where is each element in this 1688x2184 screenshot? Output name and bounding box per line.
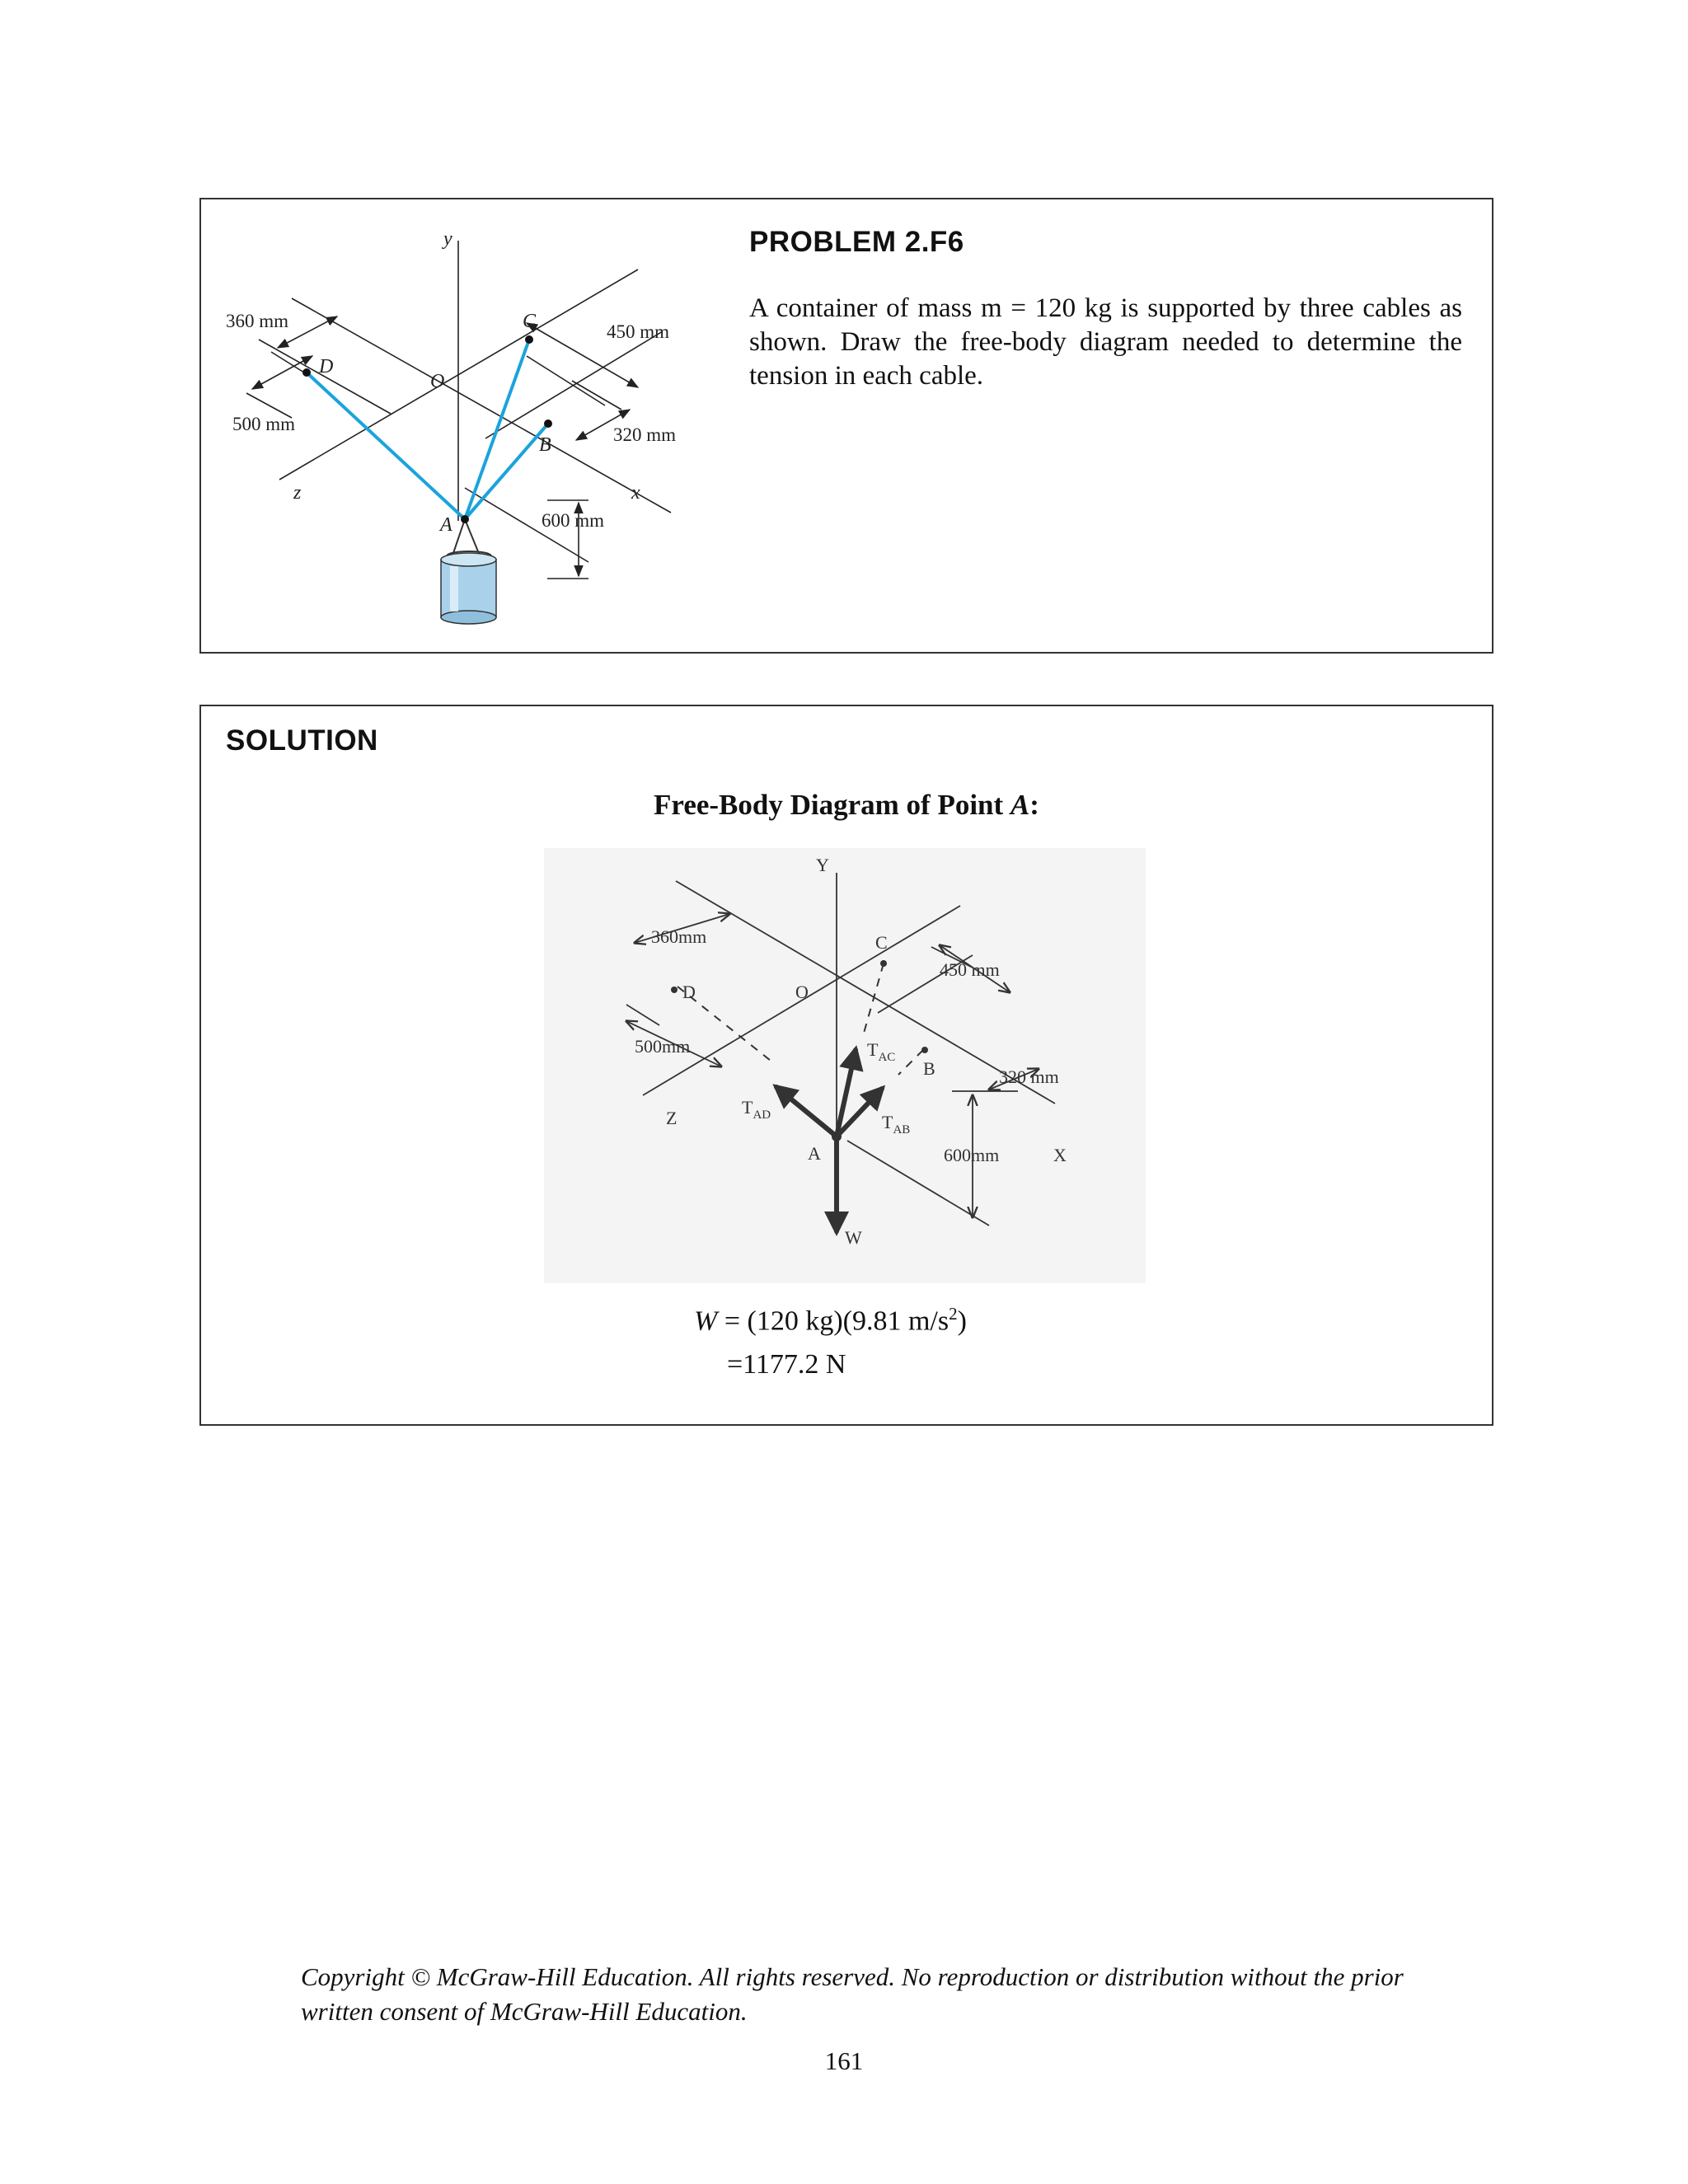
sketch-point-d <box>671 987 678 993</box>
free-body-diagram <box>544 848 1146 1283</box>
sketch-dim-320-label: 320 mm <box>999 1066 1059 1087</box>
fbd-caption-point: A <box>1010 789 1030 821</box>
copyright-notice: Copyright © McGraw-Hill Education. All rights reserved. No reproduction or distribution without the prior written consent of McGraw-Hill Education. <box>301 1962 1404 2026</box>
label-t-ad-t: T <box>742 1097 753 1118</box>
dim-360-label: 360 mm <box>226 311 289 331</box>
label-t-ab-t: T <box>882 1112 893 1132</box>
eq-line1-exp: 2 <box>949 1304 958 1324</box>
point-c <box>525 335 533 344</box>
sketch-label-a: A <box>808 1143 821 1164</box>
eq-line1-end: ) <box>957 1305 967 1337</box>
extension-line <box>527 356 605 405</box>
extension-line <box>572 381 621 410</box>
eq-line2: =1177.2 N <box>727 1349 846 1380</box>
cable-ad <box>307 373 465 519</box>
solution-title: SOLUTION <box>226 724 378 757</box>
sketch-label-y: Y <box>816 855 829 875</box>
sketch-label-b: B <box>923 1058 935 1079</box>
page-number: 161 <box>824 2046 864 2075</box>
label-c: C <box>523 311 537 332</box>
eq-lhs: W <box>694 1305 718 1337</box>
label-o: O <box>430 371 445 392</box>
problem-title: PROBLEM 2.F6 <box>749 226 964 258</box>
sketch-dim-500-label: 500mm <box>635 1036 691 1057</box>
solution-box <box>199 705 1493 1426</box>
label-t-ad-sub: AD <box>753 1108 771 1122</box>
sketch-dim-450-label: 450 mm <box>940 959 1000 980</box>
label-b: B <box>539 434 551 456</box>
sketch-point-a <box>832 1132 842 1141</box>
fbd-caption-prefix: Free-Body Diagram of Point <box>654 789 1004 821</box>
problem-statement: A container of mass m = 120 kg is supported by three cables as shown. Draw the free-body diagram needed to determine the tension in each cable. <box>749 293 1462 391</box>
sketch-point-b <box>921 1047 928 1053</box>
dim-450-label: 450 mm <box>607 321 670 342</box>
label-t-ac-sub: AC <box>878 1051 896 1064</box>
point-d <box>302 368 311 377</box>
cable-ab <box>465 424 548 519</box>
cable-ac <box>465 340 529 519</box>
label-t-ab-sub: AB <box>893 1123 911 1137</box>
dim-600-label: 600 mm <box>542 510 605 531</box>
problem-figure <box>201 199 712 655</box>
sketch-label-x: X <box>1053 1145 1067 1165</box>
label-t-ac-t: T <box>867 1039 879 1060</box>
point-b <box>544 419 552 428</box>
label-x: x <box>631 482 640 504</box>
fbd-caption-suffix: : <box>1029 789 1039 821</box>
sketch-label-c: C <box>875 932 888 953</box>
sketch-dim-360-label: 360mm <box>651 926 707 947</box>
sketch-label-z: Z <box>666 1108 678 1128</box>
dim-500-label: 500 mm <box>232 414 296 434</box>
eq-line1: = (120 kg)(9.81 m/s <box>724 1305 950 1337</box>
label-d: D <box>319 356 334 377</box>
point-a <box>461 515 469 523</box>
dim-320-label: 320 mm <box>613 424 677 445</box>
label-y: y <box>443 228 452 250</box>
label-z: z <box>293 482 302 504</box>
label-a: A <box>440 514 452 536</box>
sketch-dim-600-label: 600mm <box>944 1145 1000 1165</box>
fbd-caption <box>201 789 1492 822</box>
sketch-label-o: O <box>795 982 809 1002</box>
label-w: W <box>845 1227 862 1248</box>
sketch-point-c <box>880 960 887 967</box>
problem-box <box>199 198 1493 654</box>
sketch-label-d: D <box>682 982 696 1002</box>
